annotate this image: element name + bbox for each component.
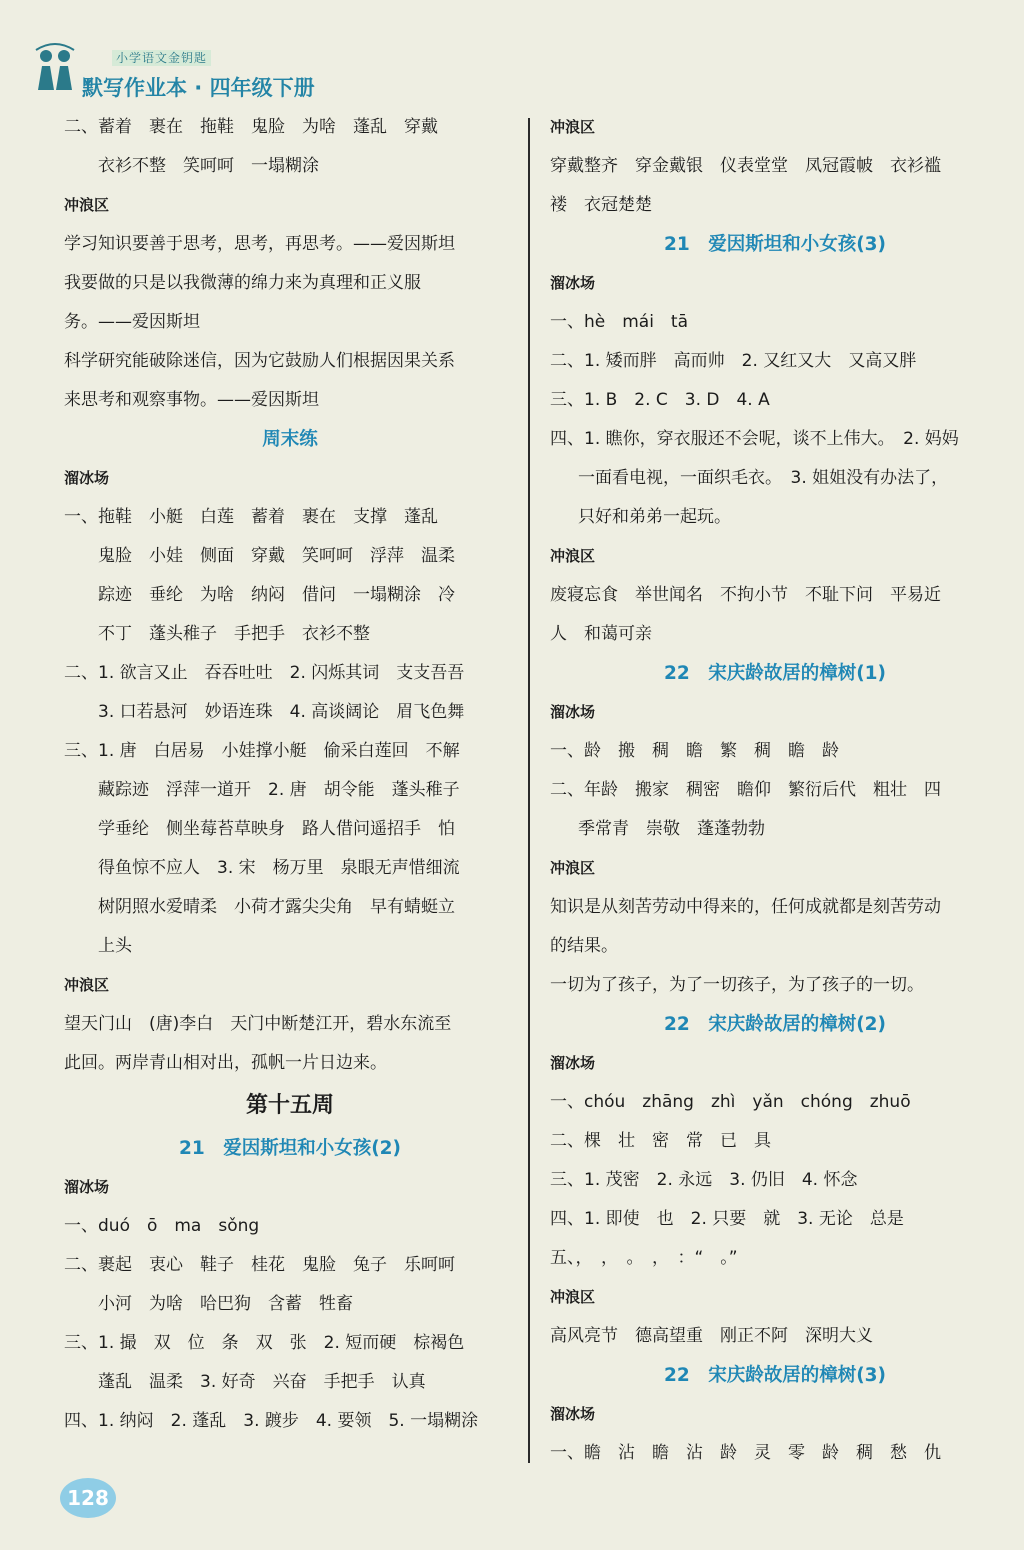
answer-line: 废寝忘食 举世闻名 不拘小节 不耻下问 平易近 <box>550 585 941 605</box>
answer-line: 不丁 蓬头稚子 手把手 衣衫不整 <box>98 624 370 644</box>
section-label: 溜冰场 <box>550 1054 596 1072</box>
children-reading-logo-icon <box>32 42 78 94</box>
answer-line: 二、1. 矮而胖 高而帅 2. 又红又大 又高又胖 <box>550 351 917 371</box>
section-label: 冲浪区 <box>550 547 596 565</box>
answer-line: 一、瞻 沾 瞻 沾 龄 灵 零 龄 稠 愁 仇 <box>550 1443 941 1463</box>
answer-line: 衣衫不整 笑呵呵 一塌糊涂 <box>98 156 319 176</box>
section-label: 溜冰场 <box>64 469 110 487</box>
section-label: 冲浪区 <box>64 196 110 214</box>
answer-line: 小河 为啥 哈巴狗 含蓄 牲畜 <box>98 1294 353 1314</box>
answer-line: 一、拖鞋 小艇 白莲 蓄着 裹在 支撑 蓬乱 <box>64 507 438 527</box>
page-number: 128 <box>60 1478 116 1518</box>
answer-line: 3. 口若悬河 妙语连珠 4. 高谈阔论 眉飞色舞 <box>98 702 465 722</box>
section-label: 溜冰场 <box>550 1405 596 1423</box>
right-column <box>550 108 1000 1473</box>
answer-line: 树阴照水爱晴柔 小荷才露尖尖角 早有蜻蜓立 <box>98 897 455 917</box>
section-label: 溜冰场 <box>64 1178 110 1196</box>
answer-line: 科学研究能破除迷信，因为它鼓励人们根据因果关系 <box>64 351 455 371</box>
section-label: 冲浪区 <box>64 976 110 994</box>
answer-line: 二、1. 欲言又止 吞吞吐吐 2. 闪烁其词 支支吾吾 <box>64 663 465 683</box>
answer-line: 三、1. 茂密 2. 永远 3. 仍旧 4. 怀念 <box>550 1170 858 1190</box>
answer-line: 上头 <box>98 936 132 956</box>
answer-line: 学垂纶 侧坐莓苔草映身 路人借问遥招手 怕 <box>98 819 455 839</box>
answer-line: 穿戴整齐 穿金戴银 仪表堂堂 凤冠霞帔 衣衫褴 <box>550 156 941 176</box>
answer-line: 一、chóu zhāng zhì yǎn chóng zhuō <box>550 1092 911 1112</box>
answer-line: 一面看电视，一面织毛衣。 3. 姐姐没有办法了， <box>578 468 949 488</box>
answer-line: 二、棵 壮 密 常 已 具 <box>550 1131 771 1151</box>
answer-line: 二、年龄 搬家 稠密 瞻仰 繁衍后代 粗壮 四 <box>550 780 941 800</box>
answer-line: 来思考和观察事物。——爱因斯坦 <box>64 390 319 410</box>
answer-line: 三、1. 唐 白居易 小娃撑小艇 偷采白莲回 不解 <box>64 741 460 761</box>
answer-line: 一、duó ō ma sǒng <box>64 1216 260 1236</box>
answer-line: 季常青 崇敬 蓬蓬勃勃 <box>578 819 765 839</box>
answer-line: 一切为了孩子，为了一切孩子，为了孩子的一切。 <box>550 975 924 995</box>
lesson-title: 21 爱因斯坦和小女孩(2) <box>178 1138 402 1159</box>
column-divider <box>528 118 530 1463</box>
answer-line: 一、龄 搬 稠 瞻 繁 稠 瞻 龄 <box>550 741 839 761</box>
answer-line: 知识是从刻苦劳动中得来的，任何成就都是刻苦劳动 <box>550 897 941 917</box>
lesson-title: 21 爱因斯坦和小女孩(3) <box>663 234 887 255</box>
answer-line: 只好和弟弟一起玩。 <box>578 507 731 527</box>
answer-line: 三、1. 撮 双 位 条 双 张 2. 短而硬 棕褐色 <box>64 1333 465 1353</box>
answer-line: 二、裹起 衷心 鞋子 桂花 鬼脸 兔子 乐呵呵 <box>64 1255 455 1275</box>
lesson-title: 22 宋庆龄故居的樟树(3) <box>663 1365 887 1386</box>
answer-line: 鬼脸 小娃 侧面 穿戴 笑呵呵 浮萍 温柔 <box>98 546 455 566</box>
section-label: 溜冰场 <box>550 703 596 721</box>
lesson-title: 周末练 <box>262 429 318 450</box>
answer-line: 褛 衣冠楚楚 <box>550 195 652 215</box>
answer-line: 四、1. 瞧你，穿衣服还不会呢，谈不上伟大。 2. 妈妈 <box>550 429 959 449</box>
answer-line: 蓬乱 温柔 3. 好奇 兴奋 手把手 认真 <box>98 1372 426 1392</box>
answer-line: 的结果。 <box>550 936 618 956</box>
section-label: 溜冰场 <box>550 274 596 292</box>
answer-line: 望天门山 (唐)李白 天门中断楚江开，碧水东流至 <box>64 1014 452 1034</box>
answer-line: 三、1. B 2. C 3. D 4. A <box>550 390 770 410</box>
answer-line: 一、hè mái tā <box>550 312 689 332</box>
section-label: 冲浪区 <box>550 118 596 136</box>
answer-line: 学习知识要善于思考，思考，再思考。——爱因斯坦 <box>64 234 455 254</box>
answer-line: 藏踪迹 浮萍一道开 2. 唐 胡令能 蓬头稚子 <box>98 780 460 800</box>
section-label: 冲浪区 <box>550 859 596 877</box>
answer-line: 人 和蔼可亲 <box>550 624 652 644</box>
lesson-title: 22 宋庆龄故居的樟树(2) <box>663 1014 887 1035</box>
answer-line: 务。——爱因斯坦 <box>64 312 200 332</box>
answer-line: 得鱼惊不应人 3. 宋 杨万里 泉眼无声惜细流 <box>98 858 460 878</box>
answer-line: 二、蓄着 裹在 拖鞋 鬼脸 为啥 蓬乱 穿戴 <box>64 117 438 137</box>
answer-line: 踪迹 垂纶 为啥 纳闷 借问 一塌糊涂 冷 <box>98 585 455 605</box>
answer-line: 四、1. 纳闷 2. 蓬乱 3. 踱步 4. 要领 5. 一塌糊涂 <box>64 1411 479 1431</box>
series-title: 小学语文金钥匙 <box>112 50 211 66</box>
week-heading: 第十五周 <box>245 1093 334 1118</box>
section-label: 冲浪区 <box>550 1288 596 1306</box>
answer-line: 此回。两岸青山相对出，孤帆一片日边来。 <box>64 1053 387 1073</box>
lesson-title: 22 宋庆龄故居的樟树(1) <box>663 663 887 684</box>
page-header <box>30 40 370 102</box>
answer-line: 高风亮节 德高望重 刚正不阿 深明大义 <box>550 1326 873 1346</box>
answer-line: 四、1. 即使 也 2. 只要 就 3. 无论 总是 <box>550 1209 904 1229</box>
book-title: 默写作业本 · 四年级下册 <box>82 76 315 100</box>
answer-line: 五、， ， 。 ， ：“ 。” <box>550 1248 738 1268</box>
left-column <box>64 108 516 1441</box>
answer-line: 我要做的只是以我微薄的绵力来为真理和正义服 <box>64 273 421 293</box>
